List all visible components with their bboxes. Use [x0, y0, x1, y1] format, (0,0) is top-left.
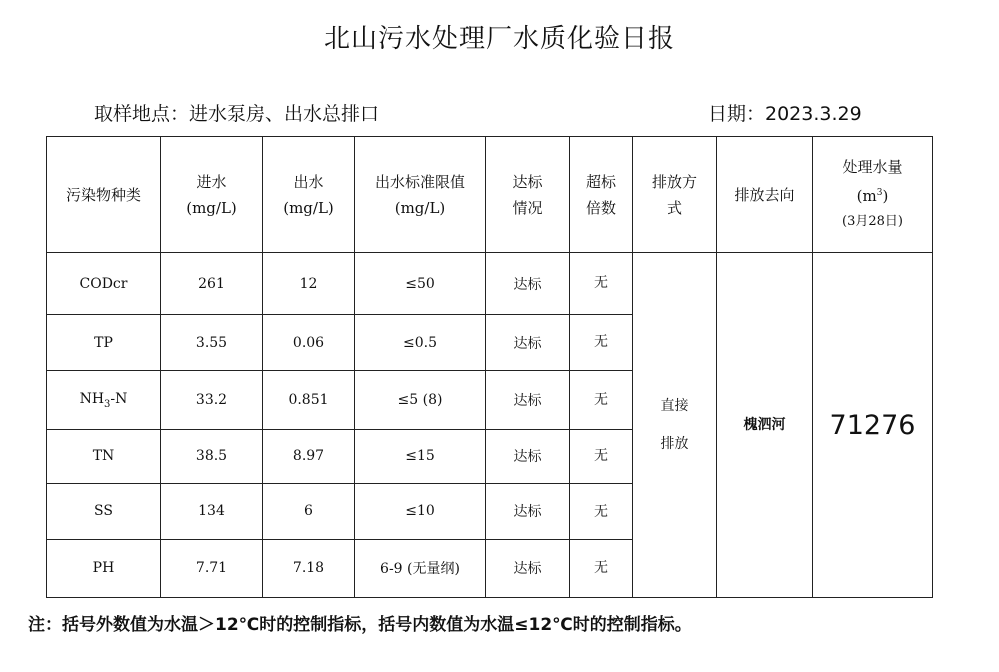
inflow-value: 38.5 — [161, 429, 263, 483]
pollutant-name: PH — [47, 539, 161, 597]
outflow-value: 6 — [263, 483, 355, 539]
header-compliance: 达标 情况 — [486, 137, 570, 253]
header-pollutant: 污染物种类 — [47, 137, 161, 253]
header-volume: 处理水量 $(m^3)$ (3月28日) — [813, 137, 933, 253]
status-value: 达标 — [486, 315, 570, 371]
pollutant-name: TP — [47, 315, 161, 371]
limit-value: ≤5 (8) — [355, 371, 486, 429]
status-value: 达标 — [486, 429, 570, 483]
exceed-value: 无 — [570, 253, 633, 315]
limit-value: ≤15 — [355, 429, 486, 483]
header-limit: 出水标准限值 (mg/L) — [355, 137, 486, 253]
limit-value: ≤0.5 — [355, 315, 486, 371]
outflow-value: 12 — [263, 253, 355, 315]
treated-volume: 71276 — [813, 253, 933, 598]
inflow-value: 134 — [161, 483, 263, 539]
discharge-destination: 槐泗河 — [717, 253, 813, 598]
limit-value: ≤10 — [355, 483, 486, 539]
limit-value: ≤50 — [355, 253, 486, 315]
status-value: 达标 — [486, 253, 570, 315]
inflow-value: 33.2 — [161, 371, 263, 429]
exceed-value: 无 — [570, 483, 633, 539]
status-value: 达标 — [486, 371, 570, 429]
inflow-value: 7.71 — [161, 539, 263, 597]
outflow-value: 0.851 — [263, 371, 355, 429]
exceed-value: 无 — [570, 371, 633, 429]
exceed-value: 无 — [570, 539, 633, 597]
header-destination: 排放去向 — [717, 137, 813, 253]
outflow-value: 8.97 — [263, 429, 355, 483]
water-quality-table — [46, 136, 933, 598]
discharge-method: 直接 排放 — [633, 253, 717, 598]
status-value: 达标 — [486, 483, 570, 539]
status-value: 达标 — [486, 539, 570, 597]
pollutant-name: TN — [47, 429, 161, 483]
inflow-value: 3.55 — [161, 315, 263, 371]
inflow-value: 261 — [161, 253, 263, 315]
outflow-value: 0.06 — [263, 315, 355, 371]
header-exceed: 超标 倍数 — [570, 137, 633, 253]
report-title: 北山污水处理厂水质化验日报 — [323, 24, 675, 54]
exceed-value: 无 — [570, 315, 633, 371]
header-inflow: 进水 (mg/L) — [161, 137, 263, 253]
report-date: 日期：2023.3.29 — [708, 103, 862, 125]
pollutant-name: SS — [47, 483, 161, 539]
pollutant-name: CODcr — [47, 253, 161, 315]
header-outflow: 出水 (mg/L) — [263, 137, 355, 253]
table-row — [47, 253, 933, 315]
sampling-location: 取样地点：进水泵房、出水总排口 — [94, 103, 380, 125]
footnote: 注：括号外数值为水温＞12℃时的控制指标，括号内数值为水温≤12℃时的控制指标。 — [28, 615, 692, 635]
exceed-value: 无 — [570, 429, 633, 483]
pollutant-name: $NH_3-N$ — [47, 371, 161, 429]
header-method: 排放方 式 — [633, 137, 717, 253]
limit-value: 6-9 (无量纲) — [355, 539, 486, 597]
table-header-row — [47, 137, 933, 253]
outflow-value: 7.18 — [263, 539, 355, 597]
